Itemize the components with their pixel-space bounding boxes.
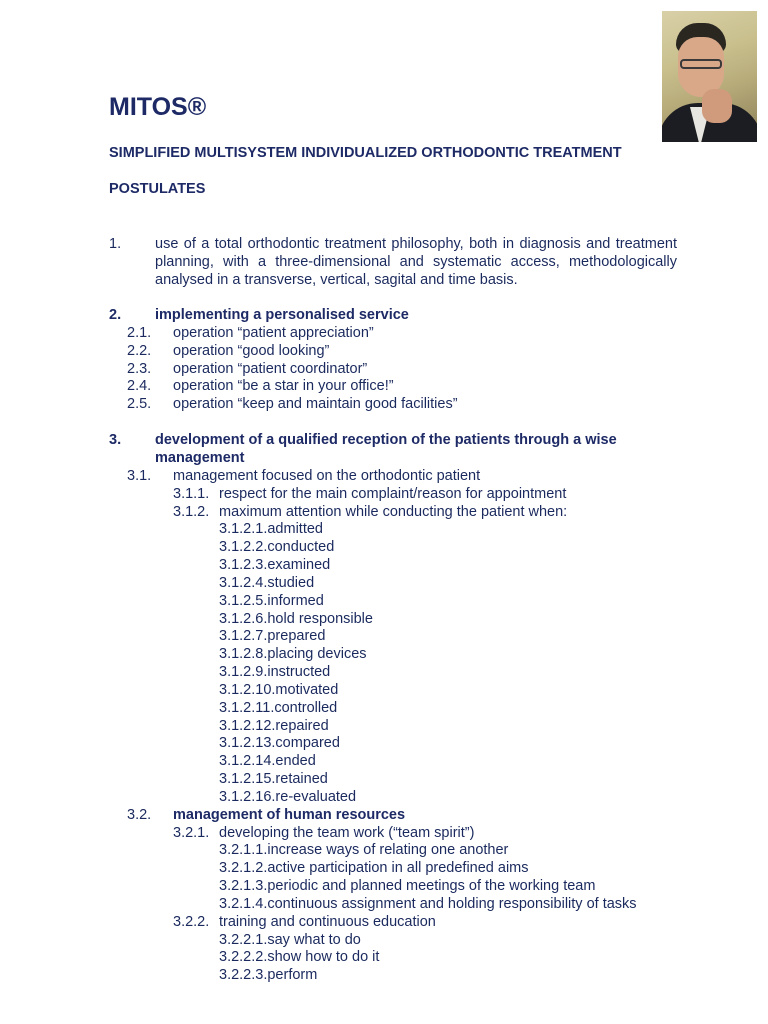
list-item: developing the team work (“team spirit”) xyxy=(219,825,475,841)
item-3-title: development of a qualified reception of the patients through a wise xyxy=(155,432,617,448)
item-3-title-cont: management xyxy=(155,450,245,466)
list-item: respect for the main complaint/reason for appointment xyxy=(219,486,567,502)
list-item: 3.1.2.6.hold responsible xyxy=(219,611,373,627)
list-item: 3.1.2.14.ended xyxy=(219,753,316,769)
page-title: MITOS® xyxy=(109,93,207,121)
item-3-number: 3. xyxy=(109,432,122,448)
list-item: 3.1.2.11.controlled xyxy=(219,700,338,716)
item-2-title: implementing a personalised service xyxy=(155,307,409,323)
list-item: 3.1.2.4.studied xyxy=(219,575,315,591)
list-item: 3.1.2.15.retained xyxy=(219,771,328,787)
item-1-text: use of a total orthodontic treatment philosophy, both in diagnosis and treatment planning, with a three-dimensional and systematic access, methodologically analysed in a transverse, vertical, sagital and time basis. xyxy=(155,236,677,288)
list-item: 3.1.2.12.repaired xyxy=(219,718,329,734)
list-item-number: 3.1. xyxy=(127,468,152,484)
list-item: 3.1.2.16.re-evaluated xyxy=(219,789,357,805)
list-item: operation “keep and maintain good facilities” xyxy=(173,396,458,412)
author-photo xyxy=(662,11,757,142)
list-item: 3.1.2.5.informed xyxy=(219,593,324,609)
list-item: 3.1.2.1.admitted xyxy=(219,521,323,537)
list-item-number: 2.2. xyxy=(127,343,152,359)
section-heading: POSTULATES xyxy=(109,181,206,197)
list-item: 3.2.2.3.perform xyxy=(219,967,318,983)
list-item: training and continuous education xyxy=(219,914,436,930)
list-item-number: 3.1.2. xyxy=(173,504,210,520)
item-2-number: 2. xyxy=(109,307,122,323)
list-item-number: 2.3. xyxy=(127,361,152,377)
list-item: operation “patient coordinator” xyxy=(173,361,368,377)
list-item: 3.2.1.4.continuous assignment and holding responsibility of tasks xyxy=(219,896,637,912)
list-item: 3.2.1.3.periodic and planned meetings of the working team xyxy=(219,878,596,894)
list-item-number: 3.2.1. xyxy=(173,825,210,841)
list-item: 3.2.2.1.say what to do xyxy=(219,932,361,948)
item-1-number: 1. xyxy=(109,236,122,252)
list-item: 3.1.2.7.prepared xyxy=(219,628,326,644)
list-item: 3.2.1.1.increase ways of relating one another xyxy=(219,842,509,858)
list-item: 3.1.2.10.motivated xyxy=(219,682,339,698)
list-item: management focused on the orthodontic patient xyxy=(173,468,481,484)
list-item: maximum attention while conducting the patient when: xyxy=(219,504,568,520)
list-item: 3.1.2.3.examined xyxy=(219,557,331,573)
list-item: management of human resources xyxy=(173,807,406,823)
list-item-number: 2.1. xyxy=(127,325,152,341)
list-item: operation “patient appreciation” xyxy=(173,325,374,341)
list-item: 3.2.1.2.active participation in all predefined aims xyxy=(219,860,529,876)
list-item: operation “good looking” xyxy=(173,343,330,359)
list-item: 3.1.2.8.placing devices xyxy=(219,646,367,662)
list-item-number: 3.2.2. xyxy=(173,914,210,930)
list-item: operation “be a star in your office!” xyxy=(173,378,394,394)
list-item: 3.1.2.13.compared xyxy=(219,735,340,751)
page-subtitle: SIMPLIFIED MULTISYSTEM INDIVIDUALIZED ORTHODONTIC TREATMENT xyxy=(109,145,622,161)
list-item: 3.1.2.9.instructed xyxy=(219,664,331,680)
list-item-number: 2.4. xyxy=(127,378,152,394)
list-item: 3.1.2.2.conducted xyxy=(219,539,335,555)
list-item-number: 2.5. xyxy=(127,396,152,412)
list-item-number: 3.1.1. xyxy=(173,486,210,502)
list-item-number: 3.2. xyxy=(127,807,152,823)
list-item: 3.2.2.2.show how to do it xyxy=(219,949,380,965)
